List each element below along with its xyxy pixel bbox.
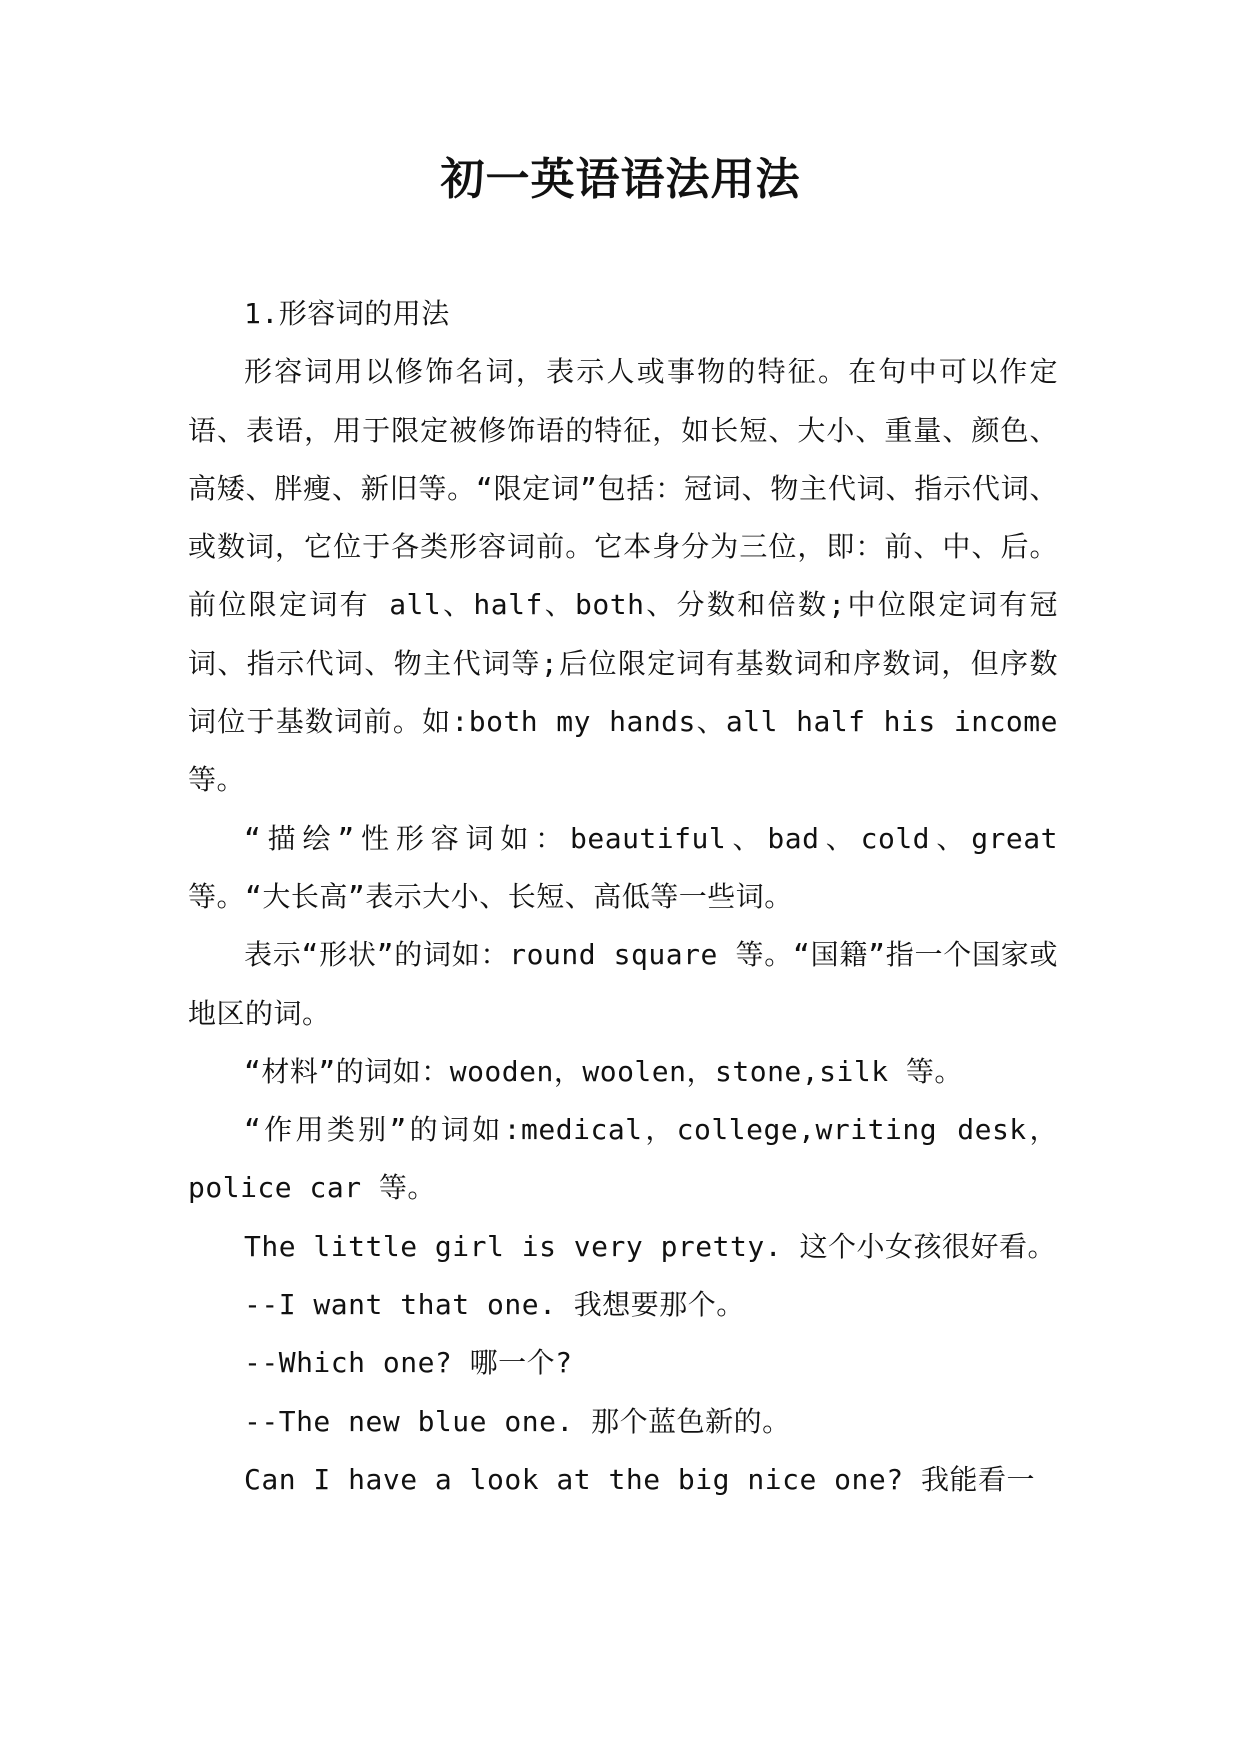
- document-body: [188, 285, 1058, 1509]
- paragraph-material: “材料”的词如：wooden，woolen，stone,silk 等。: [244, 1054, 963, 1088]
- paragraph-section-heading: 1.形容词的用法: [244, 297, 450, 330]
- paragraph-dialogue-2: --Which one? 哪一个?: [244, 1346, 573, 1380]
- paragraph-purpose-category: “作用类别”的词如:medical，college,writing desk，police car 等。: [188, 1113, 1058, 1205]
- paragraph-adjective-intro: 形容词用以修饰名词，表示人或事物的特征。在句中可以作定语、表语，用于限定被修饰语的特征，如长短、大小、重量、颜色、高矮、胖瘦、新旧等。“限定词”包括：冠词、物主代词、指示代词、或数词，它位于各类形容词前。它本身分为三位，即：前、中、后。前位限定词有 all、half、both、分数和倍数;中位限定词有冠词、指示代词、物主代词等;后位限定词有基数词和序数词，但序数词位于基数词前。如:both my hands、all half his income 等。: [188, 355, 1058, 797]
- paragraph-dialogue-1: --I want that one. 我想要那个。: [244, 1288, 745, 1322]
- paragraph-dialogue-3: --The new blue one. 那个蓝色新的。: [244, 1404, 791, 1438]
- paragraph-example-look: Can I have a look at the big nice one? 我能看一: [244, 1462, 1035, 1496]
- paragraph-example-girl: The little girl is very pretty. 这个小女孩很好看。: [244, 1229, 1056, 1263]
- paragraph-shape-nationality: 表示“形状”的词如：round square 等。“国籍”指一个国家或地区的词。: [188, 938, 1058, 1030]
- document-title: 初一英语语法用法: [440, 154, 801, 205]
- paragraph-descriptive-adjectives: “描绘”性形容词如：beautiful、bad、cold、great 等。“大长高”表示大小、长短、高低等一些词。: [188, 821, 1058, 913]
